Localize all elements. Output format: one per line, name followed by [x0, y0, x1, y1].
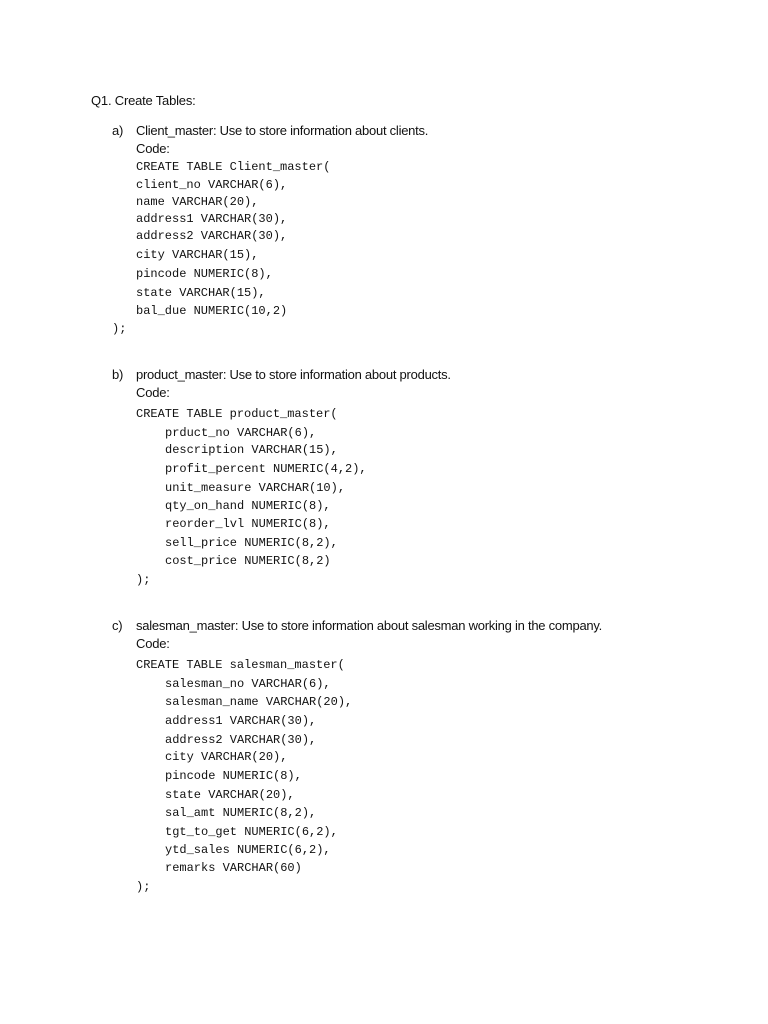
code-column-line: name VARCHAR(20),: [136, 195, 259, 209]
code-column-line: address1 VARCHAR(30),: [136, 212, 288, 226]
code-column-line: cost_price NUMERIC(8,2): [165, 554, 331, 568]
code-column-line: unit_measure VARCHAR(10),: [165, 481, 346, 495]
code-column-line: city VARCHAR(15),: [136, 248, 259, 262]
code-column-line: pincode NUMERIC(8),: [165, 769, 302, 783]
section-marker: b): [112, 367, 124, 382]
code-column-line: reorder_lvl NUMERIC(8),: [165, 517, 331, 531]
code-column-line: state VARCHAR(20),: [165, 788, 295, 802]
code-column-line: state VARCHAR(15),: [136, 286, 266, 300]
code-column-line: address2 VARCHAR(30),: [136, 229, 288, 243]
code-create-line: CREATE TABLE product_master(: [136, 407, 338, 421]
code-column-line: qty_on_hand NUMERIC(8),: [165, 499, 331, 513]
section-description: salesman_master: Use to store information about salesman working in the company.: [136, 618, 603, 633]
code-close-line: );: [112, 322, 127, 336]
code-create-line: CREATE TABLE Client_master(: [136, 160, 331, 174]
question-heading: Q1. Create Tables:: [91, 93, 196, 108]
code-column-line: salesman_no VARCHAR(6),: [165, 677, 331, 691]
code-label: Code:: [136, 385, 170, 400]
code-column-line: address2 VARCHAR(30),: [165, 733, 317, 747]
code-column-line: tgt_to_get NUMERIC(6,2),: [165, 825, 338, 839]
code-column-line: remarks VARCHAR(60): [165, 861, 302, 875]
code-column-line: profit_percent NUMERIC(4,2),: [165, 462, 367, 476]
section-description: Client_master: Use to store information about clients.: [136, 123, 429, 138]
code-column-line: sell_price NUMERIC(8,2),: [165, 536, 338, 550]
code-label: Code:: [136, 141, 170, 156]
code-column-line: address1 VARCHAR(30),: [165, 714, 317, 728]
code-column-line: sal_amt NUMERIC(8,2),: [165, 806, 317, 820]
code-column-line: bal_due NUMERIC(10,2): [136, 304, 288, 318]
code-column-line: client_no VARCHAR(6),: [136, 178, 288, 192]
code-label: Code:: [136, 636, 170, 651]
code-column-line: city VARCHAR(20),: [165, 750, 288, 764]
section-marker: c): [112, 618, 123, 633]
code-column-line: description VARCHAR(15),: [165, 443, 338, 457]
code-column-line: ytd_sales NUMERIC(6,2),: [165, 843, 331, 857]
code-column-line: pincode NUMERIC(8),: [136, 267, 273, 281]
code-close-line: );: [136, 573, 151, 587]
code-create-line: CREATE TABLE salesman_master(: [136, 658, 345, 672]
section-description: product_master: Use to store information about products.: [136, 367, 451, 382]
section-marker: a): [112, 123, 124, 138]
code-column-line: salesman_name VARCHAR(20),: [165, 695, 353, 709]
code-column-line: prduct_no VARCHAR(6),: [165, 426, 317, 440]
code-close-line: );: [136, 880, 151, 894]
